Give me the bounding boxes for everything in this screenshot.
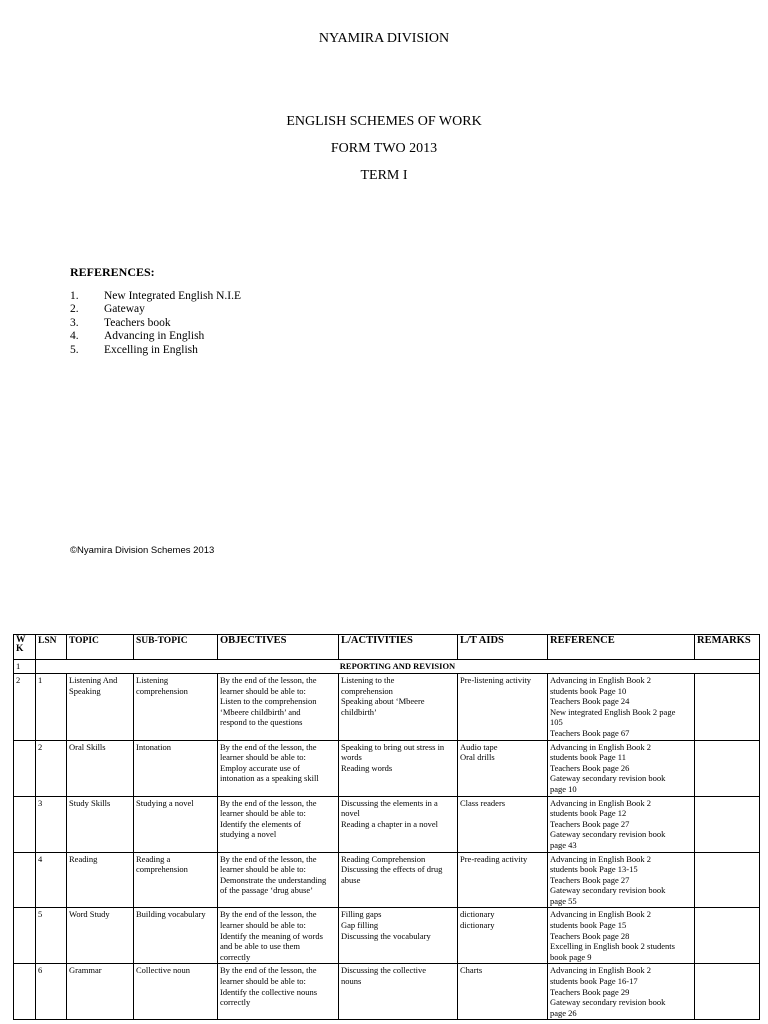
cell-objectives bbox=[218, 796, 339, 852]
cell-line: Gateway secondary revision book bbox=[550, 773, 666, 784]
cell-line: students book Page 15 bbox=[550, 920, 627, 931]
cell-line: Gap filling bbox=[341, 920, 379, 931]
cell-remarks bbox=[695, 964, 760, 1020]
cell-line: Advancing in English Book 2 bbox=[550, 797, 652, 808]
cell-line: abuse bbox=[341, 874, 361, 885]
cell-line: learner should be able to: bbox=[220, 976, 306, 987]
cell-topic bbox=[67, 852, 134, 908]
cell-activities bbox=[339, 674, 458, 741]
cell-line: comprehension bbox=[136, 864, 188, 875]
cell-objectives bbox=[218, 852, 339, 908]
cell-week bbox=[14, 740, 36, 796]
cell-line: By the end of the lesson, the bbox=[220, 741, 317, 752]
cell-reference bbox=[548, 852, 695, 908]
cell-line: Identify the collective nouns bbox=[220, 986, 318, 997]
cell-line: ‘Mbeere childbirth’ and bbox=[220, 706, 301, 717]
header-aids: L/T AIDS bbox=[458, 635, 548, 660]
cell-line: page 55 bbox=[550, 895, 577, 906]
cell-line: Listening to the bbox=[341, 675, 395, 685]
cell-line: dictionary bbox=[460, 909, 495, 920]
cell-line: students book Page 13-15 bbox=[550, 864, 638, 875]
references-heading: REFERENCES: bbox=[70, 265, 155, 279]
cell-line: Grammar bbox=[69, 965, 102, 976]
cell-line: Teachers Book page 26 bbox=[550, 762, 630, 773]
cell-line: Advancing in English Book 2 bbox=[550, 675, 652, 685]
header-lesson: LSN bbox=[36, 635, 67, 660]
cell-line: By the end of the lesson, the bbox=[220, 853, 317, 864]
cell-line: Class readers bbox=[460, 797, 506, 808]
cell-aids bbox=[458, 740, 548, 796]
cell-line: learner should be able to: bbox=[220, 685, 306, 696]
cell-line: By the end of the lesson, the bbox=[220, 909, 317, 920]
cell-line: Listen to the comprehension bbox=[220, 696, 317, 707]
cell-topic bbox=[67, 796, 134, 852]
cell-line: Charts bbox=[460, 965, 483, 976]
cell-line: Teachers Book page 27 bbox=[550, 818, 630, 829]
table-row bbox=[14, 740, 760, 796]
cell-subtopic bbox=[134, 964, 218, 1020]
table-row bbox=[14, 908, 760, 964]
header-remarks: REMARKS bbox=[695, 635, 760, 660]
cell-line: Discussing the elements in a bbox=[341, 797, 438, 808]
cell-week bbox=[14, 852, 36, 908]
cell-line: students book Page 10 bbox=[550, 685, 627, 696]
cell-line: students book Page 16-17 bbox=[550, 976, 638, 987]
cell-line: Identify the meaning of words bbox=[220, 930, 323, 941]
cell-lesson: 6 bbox=[36, 964, 67, 1020]
cell-line: Pre-listening activity bbox=[460, 675, 532, 685]
cell-topic bbox=[67, 964, 134, 1020]
cell-line: and be able to use them bbox=[220, 941, 301, 952]
cell-remarks bbox=[695, 740, 760, 796]
cell-line: students book Page 11 bbox=[550, 752, 626, 763]
table-row bbox=[14, 796, 760, 852]
cell-line: Reading a bbox=[136, 853, 171, 864]
cell-line: Study Skills bbox=[69, 797, 111, 808]
cell-line: Oral drills bbox=[460, 752, 495, 763]
cell-objectives bbox=[218, 964, 339, 1020]
cell-line: Demonstrate the understanding bbox=[220, 874, 327, 885]
cell-line: learner should be able to: bbox=[220, 864, 306, 875]
reference-item: 4. Advancing in English bbox=[70, 330, 205, 343]
cell-line: learner should be able to: bbox=[220, 808, 306, 819]
cell-reference bbox=[548, 796, 695, 852]
cell-line: correctly bbox=[220, 997, 251, 1008]
cell-line: page 26 bbox=[550, 1007, 577, 1018]
cell-line: Teachers Book page 29 bbox=[550, 986, 630, 997]
cell-lesson: 1 bbox=[36, 674, 67, 741]
cell-line: page 43 bbox=[550, 839, 577, 850]
cell-line: learner should be able to: bbox=[220, 920, 306, 931]
cell-line: Oral Skills bbox=[69, 741, 106, 752]
cell-line: intonation as a speaking skill bbox=[220, 773, 319, 784]
cell-line: Pre-reading activity bbox=[460, 853, 528, 864]
cell-line: Teachers Book page 27 bbox=[550, 874, 630, 885]
division-heading: NYAMIRA DIVISION bbox=[318, 31, 450, 46]
cell-subtopic bbox=[134, 740, 218, 796]
cell-line: Reading a chapter in a novel bbox=[341, 818, 439, 829]
banner-week: 1 bbox=[14, 660, 36, 674]
cell-line: Teachers Book page 24 bbox=[550, 696, 630, 707]
cell-line: Reading bbox=[69, 853, 98, 864]
cell-line: learner should be able to: bbox=[220, 752, 306, 763]
cell-line: Gateway secondary revision book bbox=[550, 829, 666, 840]
cell-line: Identify the elements of bbox=[220, 818, 301, 829]
cell-lesson: 4 bbox=[36, 852, 67, 908]
cell-aids bbox=[458, 674, 548, 741]
cell-subtopic bbox=[134, 796, 218, 852]
cell-aids bbox=[458, 964, 548, 1020]
cell-remarks bbox=[695, 852, 760, 908]
cell-line: Advancing in English Book 2 bbox=[550, 741, 652, 752]
cell-line: By the end of the lesson, the bbox=[220, 675, 317, 685]
cell-line: childbirth’ bbox=[341, 706, 377, 717]
cell-week bbox=[14, 796, 36, 852]
references-list bbox=[70, 290, 241, 357]
copyright-notice: ©Nyamira Division Schemes 2013 bbox=[70, 545, 215, 556]
form-line: FORM TWO 2013 bbox=[330, 141, 438, 156]
cell-line: Collective noun bbox=[136, 965, 191, 976]
cell-activities bbox=[339, 964, 458, 1020]
reference-item: 5. Excelling in English bbox=[70, 343, 198, 356]
cell-activities bbox=[339, 908, 458, 964]
cell-line: Speaking to bring out stress in bbox=[341, 741, 445, 752]
cell-line: Teachers Book page 28 bbox=[550, 930, 630, 941]
cell-line: Advancing in English Book 2 bbox=[550, 965, 652, 976]
cell-line: Listening And bbox=[69, 675, 118, 685]
cell-line: Discussing the effects of drug bbox=[341, 864, 443, 875]
cell-line: of the passage ‘drug abuse’ bbox=[220, 885, 313, 896]
cell-line: Audio tape bbox=[460, 741, 498, 752]
cell-line: Speaking bbox=[69, 685, 101, 696]
cell-line: Intonation bbox=[136, 741, 171, 752]
header-topic: TOPIC bbox=[67, 635, 134, 660]
table-row bbox=[14, 674, 760, 741]
cell-line: New integrated English Book 2 page bbox=[550, 706, 676, 717]
reference-item: 1. New Integrated English N.I.E bbox=[70, 290, 242, 302]
cell-week bbox=[14, 908, 36, 964]
cell-line: studying a novel bbox=[220, 829, 277, 840]
cell-activities bbox=[339, 796, 458, 852]
cell-reference bbox=[548, 908, 695, 964]
cell-week bbox=[14, 964, 36, 1020]
cell-topic bbox=[67, 740, 134, 796]
cell-week: 2 bbox=[14, 674, 36, 741]
cell-line: Discussing the vocabulary bbox=[341, 930, 431, 941]
cell-activities bbox=[339, 852, 458, 908]
header-activities: L/ACTIVITIES bbox=[339, 635, 458, 660]
table-header-row bbox=[14, 635, 760, 660]
cell-lesson: 3 bbox=[36, 796, 67, 852]
cell-subtopic bbox=[134, 852, 218, 908]
cell-activities bbox=[339, 740, 458, 796]
header-week: W K bbox=[14, 635, 36, 660]
cell-objectives bbox=[218, 674, 339, 741]
reference-item: 3. Teachers book bbox=[70, 316, 171, 329]
cell-subtopic bbox=[134, 908, 218, 964]
cell-line: Employ accurate use of bbox=[220, 762, 301, 773]
cell-subtopic bbox=[134, 674, 218, 741]
cell-remarks bbox=[695, 908, 760, 964]
cell-line: Excelling in English book 2 students bbox=[550, 941, 675, 952]
cell-line: By the end of the lesson, the bbox=[220, 965, 317, 976]
cell-line: Reading words bbox=[341, 762, 393, 773]
header-reference: REFERENCE bbox=[548, 635, 695, 660]
cell-topic bbox=[67, 908, 134, 964]
cell-line: Gateway secondary revision book bbox=[550, 997, 666, 1008]
cell-line: Advancing in English Book 2 bbox=[550, 909, 652, 920]
cell-line: Speaking about ‘Mbeere bbox=[341, 696, 425, 707]
cell-line: 105 bbox=[550, 717, 563, 728]
table-row bbox=[14, 852, 760, 908]
table-row bbox=[14, 964, 760, 1020]
cell-line: Word Study bbox=[69, 909, 110, 920]
banner-row bbox=[14, 660, 760, 674]
cell-line: Advancing in English Book 2 bbox=[550, 853, 652, 864]
cell-reference bbox=[548, 674, 695, 741]
cell-line: Building vocabulary bbox=[136, 909, 206, 920]
document-title: ENGLISH SCHEMES OF WORK bbox=[286, 114, 482, 129]
cell-objectives bbox=[218, 908, 339, 964]
cell-line: book page 9 bbox=[550, 951, 592, 962]
cell-lesson: 5 bbox=[36, 908, 67, 964]
cell-reference bbox=[548, 964, 695, 1020]
cell-line: nouns bbox=[341, 976, 362, 987]
cell-topic bbox=[67, 674, 134, 741]
reference-item: 2. Gateway bbox=[70, 303, 145, 316]
cell-line: comprehension bbox=[136, 685, 188, 696]
cell-line: respond to the questions bbox=[220, 717, 303, 728]
cell-line: page 10 bbox=[550, 783, 577, 794]
term-line: TERM I bbox=[360, 168, 408, 183]
cell-line: students book Page 12 bbox=[550, 808, 627, 819]
cell-line: Filling gaps bbox=[341, 909, 382, 920]
cell-remarks bbox=[695, 674, 760, 741]
cell-objectives bbox=[218, 740, 339, 796]
cell-line: Reading Comprehension bbox=[341, 853, 426, 864]
cell-line: By the end of the lesson, the bbox=[220, 797, 317, 808]
cell-line: novel bbox=[341, 808, 360, 819]
cell-remarks bbox=[695, 796, 760, 852]
cell-aids bbox=[458, 796, 548, 852]
cell-line: words bbox=[341, 752, 362, 763]
cell-line: Gateway secondary revision book bbox=[550, 885, 666, 896]
cell-line: comprehension bbox=[341, 685, 393, 696]
cell-line: Listening bbox=[136, 675, 169, 685]
cell-lesson: 2 bbox=[36, 740, 67, 796]
header-subtopic: SUB-TOPIC bbox=[134, 635, 218, 660]
banner-text: REPORTING AND REVISION bbox=[36, 660, 760, 674]
cell-aids bbox=[458, 852, 548, 908]
cell-line: correctly bbox=[220, 951, 251, 962]
cell-line: dictionary bbox=[460, 920, 495, 931]
cell-line: Studying a novel bbox=[136, 797, 194, 808]
header-objectives: OBJECTIVES bbox=[218, 635, 339, 660]
cell-reference bbox=[548, 740, 695, 796]
cell-line: Discussing the collective bbox=[341, 965, 426, 976]
cell-aids bbox=[458, 908, 548, 964]
scheme-table bbox=[13, 634, 760, 1020]
cell-line: Teachers Book page 67 bbox=[550, 727, 630, 738]
